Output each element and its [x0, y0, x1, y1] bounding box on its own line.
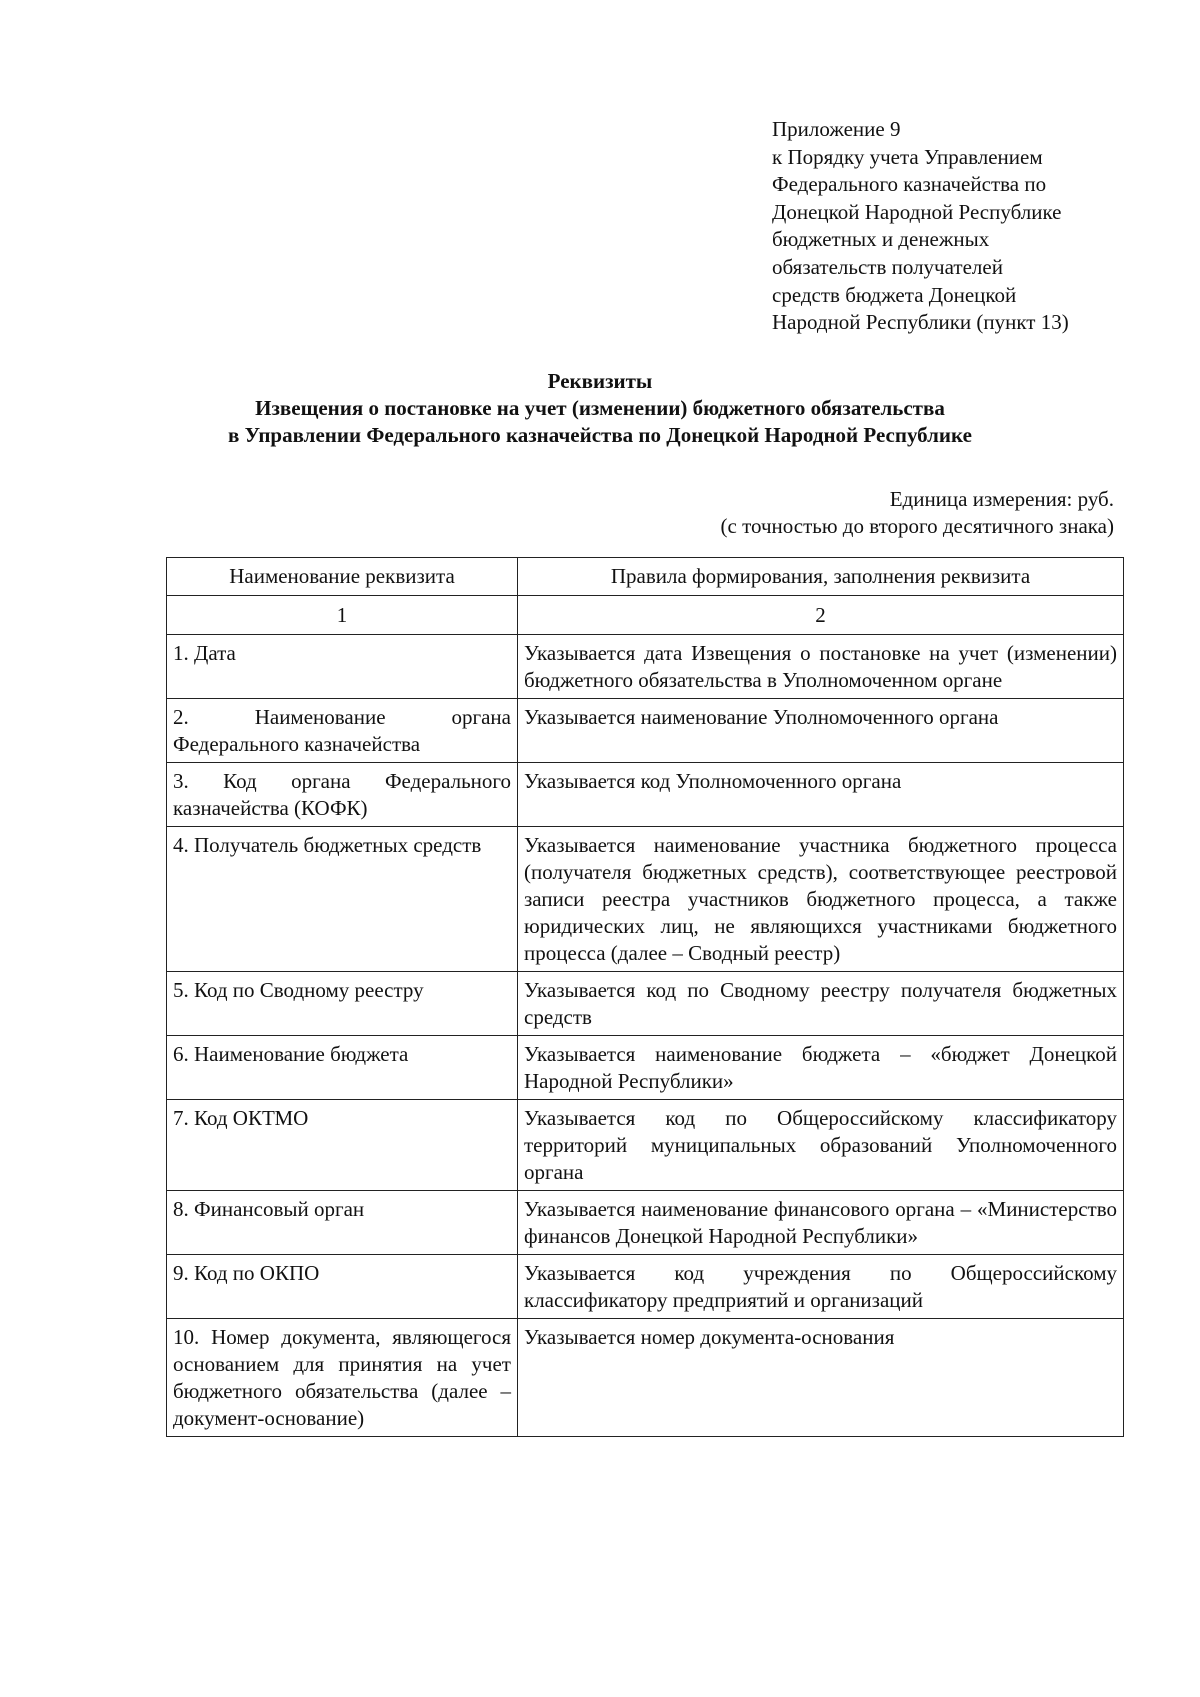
annex-line: Федерального казначейства по — [772, 172, 1047, 197]
units-note — [721, 486, 1114, 540]
title-line-1: Реквизиты — [547, 369, 653, 393]
requisite-name: 10. Номер документа, являющегося основанием для принятия на учет бюджетного обязательства (далее – документ-основание) — [167, 1319, 518, 1437]
table-row — [167, 1319, 1124, 1437]
table-row — [167, 1191, 1124, 1255]
header-requisite-name: Наименование реквизита — [167, 558, 518, 596]
requisite-name: 2. Наименование органа Федерального казначейства — [167, 699, 518, 763]
annex-line: средств бюджета Донецкой — [772, 282, 1017, 307]
requisite-name: 3. Код органа Федерального казначейства (КОФК) — [167, 763, 518, 827]
requisite-rule: Указывается дата Извещения о постановке на учет (изменении) бюджетного обязательства в Уполномоченном органе — [518, 635, 1124, 699]
title-line-2: Извещения о постановке на учет (изменении) бюджетного обязательства — [255, 396, 945, 420]
table-row — [167, 1036, 1124, 1100]
header-filling-rules: Правила формирования, заполнения реквизита — [518, 558, 1124, 596]
document-title — [0, 368, 1200, 449]
column-number: 1 — [167, 596, 518, 635]
annex-reference — [772, 116, 1112, 337]
annex-line: Приложение 9 — [772, 117, 901, 141]
annex-line: к Порядку учета Управлением — [772, 144, 1043, 169]
requisite-rule: Указывается наименование участника бюджетного процесса (получателя бюджетных средств), соответствующее реестровой записи реестра участников бюджетного процесса, а также юридических лиц, не являющихся участниками бюджетного процесса (далее – Сводный реестр) — [518, 827, 1124, 972]
requisite-rule: Указывается код учреждения по Общероссийскому классификатору предприятий и организаций — [518, 1255, 1124, 1319]
column-number: 2 — [518, 596, 1124, 635]
annex-line: обязательств получателей — [772, 254, 1003, 279]
table-row — [167, 827, 1124, 972]
table-row — [167, 763, 1124, 827]
title-line-3: в Управлении Федерального казначейства по Донецкой Народной Республике — [228, 423, 972, 447]
requisite-rule: Указывается код по Сводному реестру получателя бюджетных средств — [518, 972, 1124, 1036]
column-number-row — [167, 596, 1124, 635]
table-row — [167, 635, 1124, 699]
requisite-rule: Указывается код по Общероссийскому классификатору территорий муниципальных образований Уполномоченного органа — [518, 1100, 1124, 1191]
table-row — [167, 1255, 1124, 1319]
units-line-2: (с точностью до второго десятичного знака) — [720, 514, 1114, 538]
table-row — [167, 972, 1124, 1036]
requisite-name: 8. Финансовый орган — [167, 1191, 518, 1255]
requisites-table — [166, 557, 1124, 1437]
requisite-name: 4. Получатель бюджетных средств — [167, 827, 518, 972]
requisite-rule: Указывается наименование Уполномоченного органа — [518, 699, 1124, 763]
annex-line: Донецкой Народной Республике — [772, 199, 1062, 224]
requisite-name: 1. Дата — [167, 635, 518, 699]
requisite-rule: Указывается наименование бюджета – «бюджет Донецкой Народной Республики» — [518, 1036, 1124, 1100]
requisite-rule: Указывается код Уполномоченного органа — [518, 763, 1124, 827]
requisite-name: 9. Код по ОКПО — [167, 1255, 518, 1319]
requisite-rule: Указывается номер документа-основания — [518, 1319, 1124, 1437]
table-header-row — [167, 558, 1124, 596]
table-row — [167, 1100, 1124, 1191]
annex-line: Народной Республики (пункт 13) — [772, 310, 1069, 335]
table-row — [167, 699, 1124, 763]
requisite-name: 7. Код ОКТМО — [167, 1100, 518, 1191]
requisite-name: 6. Наименование бюджета — [167, 1036, 518, 1100]
requisite-rule: Указывается наименование финансового органа – «Министерство финансов Донецкой Народной Республики» — [518, 1191, 1124, 1255]
annex-line: бюджетных и денежных — [772, 227, 990, 252]
units-line-1: Единица измерения: руб. — [889, 487, 1114, 511]
requisite-name: 5. Код по Сводному реестру — [167, 972, 518, 1036]
